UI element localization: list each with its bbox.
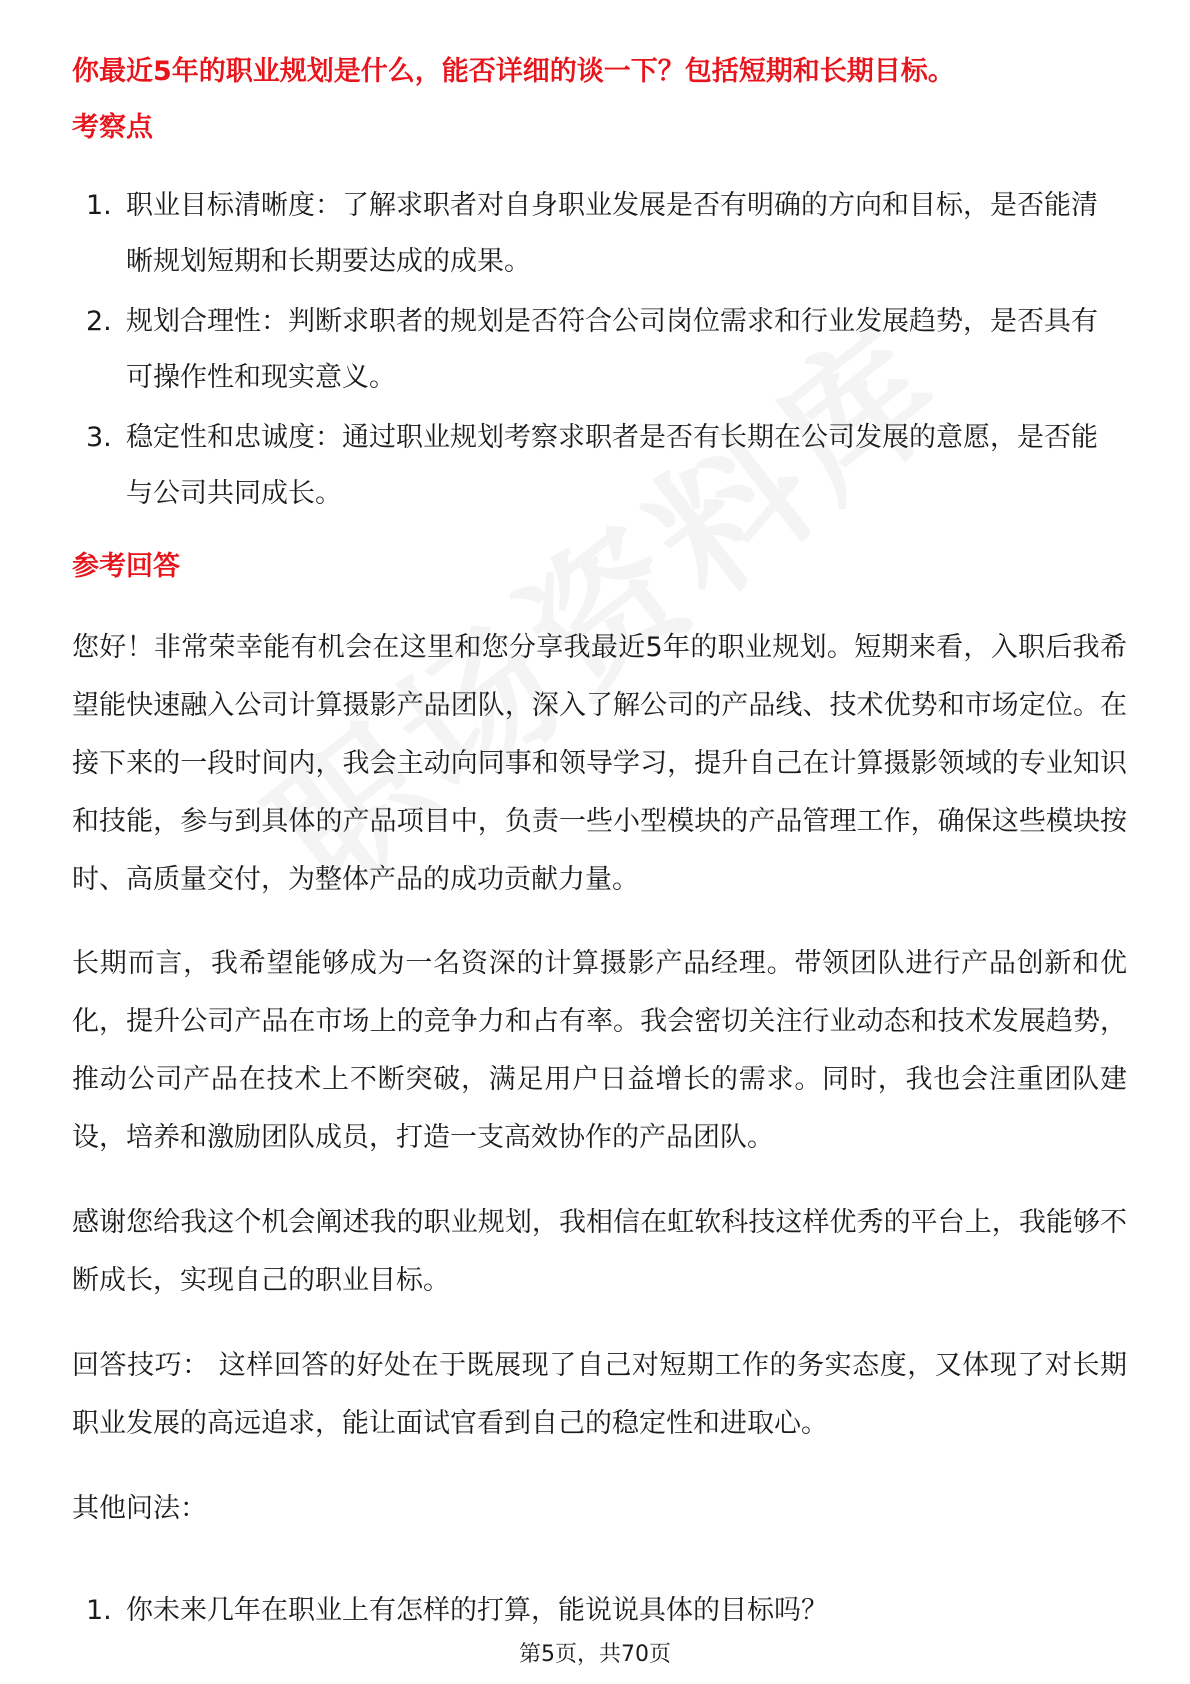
answer-paragraph-long-term: 长期而言，我希望能够成为一名资深的计算摄影产品经理。带领团队进行产品创新和优化，提升公司产品在市场上的竞争力和占有率。我会密切关注行业动态和技术发展趋势，推动公司产品在技术上不断突破，满足用户日益增长的需求。同时，我也会注重团队建设，培养和激励团队成员，打造一支高效协作的产品团队。 [72, 948, 1127, 1153]
answer-paragraph-short-term: 您好！非常荣幸能有机会在这里和您分享我最近5年的职业规划。短期来看，入职后我希望能快速融入公司计算摄影产品团队，深入了解公司的产品线、技术优势和市场定位。在接下来的一段时间内，我会主动向同事和领导学习，提升自己在计算摄影领域的专业知识和技能，参与到具体的产品项目中，负责一些小型模块的产品管理工作，确保这些模块按时、高质量交付，为整体产品的成功贡献力量。 [72, 632, 1127, 895]
focus-list-item [72, 178, 1122, 290]
other-question-item [72, 1591, 1122, 1631]
list-item-text: 规划合理性：判断求职者的规划是否符合公司岗位需求和行业发展趋势，是否具有可操作性和现实意义。 [126, 306, 1098, 393]
list-number: 1. [86, 190, 112, 221]
answer-tip: 回答技巧： 这样回答的好处在于既展现了自己对短期工作的务实态度，又体现了对长期职业发展的高远追求，能让面试官看到自己的稳定性和进取心。 [72, 1350, 1127, 1439]
answer-paragraph-closing: 感谢您给我这个机会阐述我的职业规划，我相信在虹软科技这样优秀的平台上，我能够不断成长，实现自己的职业目标。 [72, 1207, 1127, 1296]
focus-heading: 考察点 [72, 112, 153, 143]
list-number: 1. [86, 1595, 112, 1626]
other-questions-list [72, 1591, 1122, 1631]
list-item-text: 职业目标清晰度：了解求职者对自身职业发展是否有明确的方向和目标，是否能清晰规划短期和长期要达成的成果。 [126, 190, 1098, 277]
answer-heading: 参考回答 [72, 551, 180, 582]
page-footer: 第5页，共70页 [519, 1642, 671, 1667]
question-title: 你最近5年的职业规划是什么，能否详细的谈一下？包括短期和长期目标。 [72, 56, 955, 87]
other-questions-heading: 其他问法： [72, 1493, 207, 1524]
focus-list-item [72, 294, 1122, 406]
list-item-text: 稳定性和忠诚度：通过职业规划考察求职者是否有长期在公司发展的意愿，是否能与公司共同成长。 [126, 422, 1098, 509]
list-number: 2. [86, 306, 112, 337]
focus-list [72, 178, 1122, 526]
list-item-text: 你未来几年在职业上有怎样的打算，能说说具体的目标吗？ [126, 1595, 828, 1626]
list-number: 3. [86, 422, 112, 453]
focus-list-item [72, 410, 1122, 522]
